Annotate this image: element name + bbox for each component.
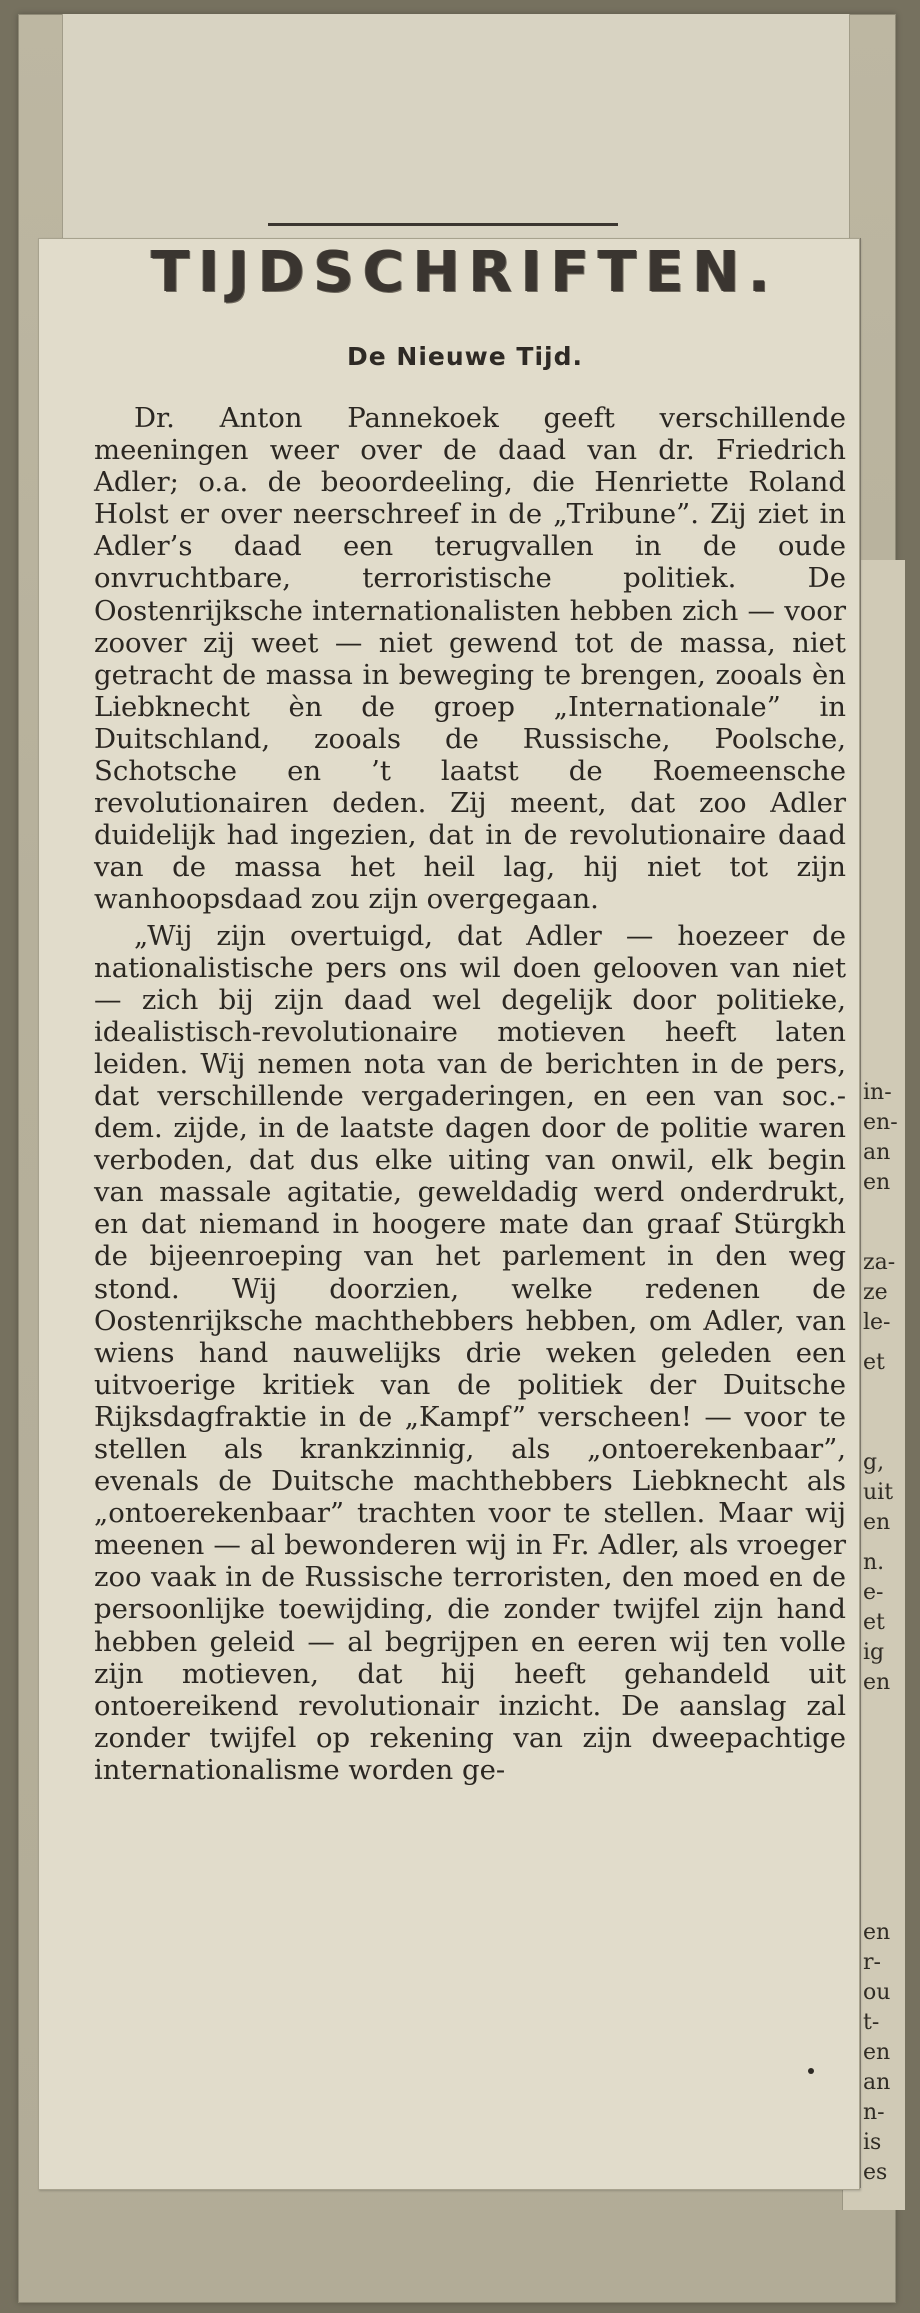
fragment-text: uit — [863, 1480, 894, 1505]
fragment-text: en- — [863, 1110, 898, 1135]
masthead-title: TIJDSCHRIFTEN. — [151, 240, 779, 305]
fragment-text: r- — [863, 1950, 881, 1975]
fragment-text: en — [863, 1510, 891, 1535]
fragment-text: et — [863, 1610, 885, 1635]
fragment-text: le- — [863, 1310, 891, 1335]
paragraph: Dr. Anton Pannekoek geeft verschillende meeningen weer over de daad van dr. Friedrich Adler; o.a. de beoordeeling, die Henriette Roland Holst er over neerschreef in de „Tribune”. Zij ziet in Adler’s daad een terugvallen in de oude onvruchtbare, terroristische politiek. De Oostenrijksche internationalisten hebben zich — voor zoover zij weet — niet gewend tot de massa, niet getracht de massa in beweging te brengen, zooals èn Liebknecht èn de groep „Internationale” in Duitschland, zooals de Russische, Poolsche, Schotsche en ’t laatst de Roemeensche revolutionairen deden. Zij meent, dat zoo Adler duidelijk had ingezien, dat in de revolutionaire daad van de massa het heil lag, hij niet tot zijn wanhoopsdaad zou zijn overgegaan. — [94, 402, 846, 916]
fragment-text: za- — [863, 1250, 896, 1275]
paper-strip-top — [62, 14, 850, 244]
fragment-text: en — [863, 2040, 891, 2065]
header-rule — [268, 223, 618, 226]
fragment-text: n- — [863, 2100, 885, 2125]
fragment-text: et — [863, 1350, 885, 1375]
column-rule — [860, 238, 861, 2188]
fragment-text: e- — [863, 1580, 884, 1605]
section-subhead: De Nieuwe Tijd. — [347, 342, 583, 371]
fragment-text: es — [863, 2160, 888, 2185]
fragment-text: en — [863, 1670, 891, 1695]
fragment-text: g, — [863, 1450, 885, 1475]
fragment-text: an — [863, 1140, 891, 1165]
fragment-text: is — [863, 2130, 882, 2155]
paragraph: „Wij zijn overtuigd, dat Adler — hoezeer de nationalistische pers ons wil doen gelooven van niet — zich bij zijn daad wel degelijk door politieke, idealistisch-revolutionaire motieven heeft laten leiden. Wij nemen nota van de berichten in de pers, dat verschillende vergaderingen, en een van soc.-dem. zijde, in de laatste dagen door de politie waren verboden, dat dus elke uiting van onwil, elk begin van massale agitatie, geweldadig werd onderdrukt, en dat niemand in hoogere mate dan graaf Stürgkh de bijeenroeping van het parlement in den weg stond. Wij doorzien, welke redenen de Oostenrijksche machthebbers hebben, om Adler, van wiens hand nauwelijks drie weken geleden een uitvoerige kritiek van de politiek der Duitsche Rijksdagfraktie in de „Kampf” verscheen! — voor te stellen als krankzinnig, als „ontoerekenbaar”, evenals de Duitsche machthebbers Liebknecht als „ontoerekenbaar” trachten voor te stellen. Maar wij meenen — al bewonderen wij in Fr. Adler, als vroeger zoo vaak in de Russische terroristen, den moed en de persoonlijke toewijding, die zonder twijfel zijn hand hebben geleid — al begrijpen en eeren wij ten volle zijn motieven, dat hij heeft gehandeld uit ontoereikend revolutionair inzicht. De aanslag zal zonder twijfel op rekening van zijn dweepachtige internationalisme worden ge- — [94, 919, 846, 1786]
fragment-text: ze — [863, 1280, 888, 1305]
ink-dot — [808, 2068, 814, 2074]
fragment-text: ou — [863, 1980, 891, 2005]
fragment-text: n. — [863, 1550, 885, 1575]
fragment-text: en — [863, 1920, 891, 1945]
fragment-text: ig — [863, 1640, 885, 1665]
fragment-text: en — [863, 1170, 891, 1195]
fragment-text: an — [863, 2070, 891, 2095]
article-body — [94, 402, 846, 1786]
fragment-text: t- — [863, 2010, 880, 2035]
fragment-text: in- — [863, 1080, 892, 1105]
